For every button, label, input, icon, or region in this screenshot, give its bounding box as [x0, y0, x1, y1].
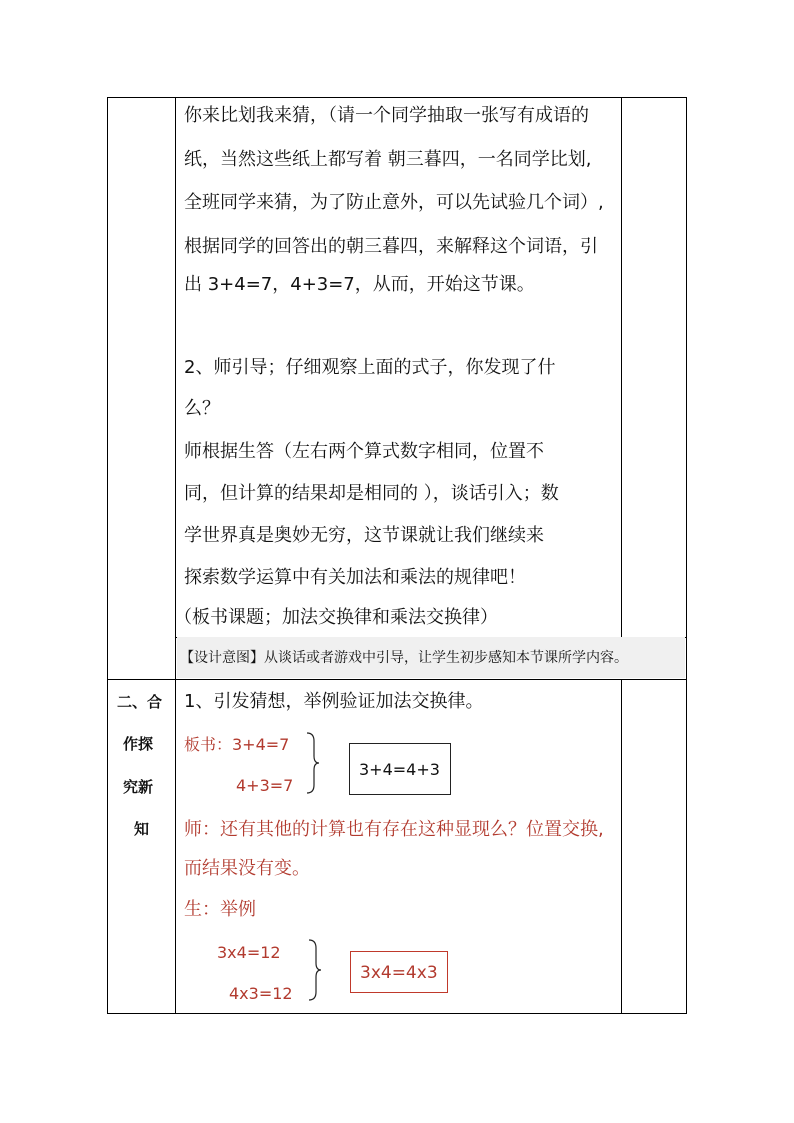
guide-line-4: 同，但计算的结果却是相同的 ），谈话引入；数	[184, 483, 559, 504]
guide-line-7: （板书课题；加法交换律和乘法交换律）	[174, 607, 498, 628]
table-border-right	[686, 97, 687, 1014]
guide-line-3: 师根据生答（左右两个算式数字相同，位置不	[184, 441, 544, 462]
student-line: 生：举例	[184, 899, 256, 920]
section2-label-line-1: 二、合	[117, 693, 163, 711]
intro-line-5: 出 3+4=7，4+3=7，从而，开始这节课。	[184, 274, 535, 295]
example-line-1: 3x4=12	[217, 943, 281, 962]
section2-label-line-3: 究新	[123, 778, 154, 796]
brace-icon-2	[307, 938, 323, 1002]
table-divider-row	[107, 679, 687, 680]
table-border-top	[107, 97, 687, 98]
section2-label-line-2: 作探	[123, 735, 154, 753]
section2-label-line-4: 知	[134, 820, 150, 838]
table-divider-col2b	[621, 679, 622, 1014]
step1-heading: 1、引发猜想，举例验证加法交换律。	[184, 691, 484, 712]
board-label: 板书：3+4=7	[184, 735, 290, 754]
formula-box-2-text: 3x4=4x3	[360, 963, 438, 983]
guide-line-5: 学世界真是奥妙无穷，这节课就让我们继续来	[184, 525, 544, 546]
table-border-bottom	[107, 1013, 687, 1014]
intro-line-3: 全班同学来猜，为了防止意外，可以先试验几个词）,	[184, 192, 604, 213]
intro-line-1: 你来比划我来猜，（请一个同学抽取一张写有成语的	[184, 105, 589, 126]
design-intent-text: 【设计意图】从谈话或者游戏中引导，让学生初步感知本节课所学内容。	[180, 650, 628, 666]
teacher-line-2: 而结果没有变。	[184, 858, 310, 879]
intro-line-4: 根据同学的回答出的朝三暮四，来解释这个词语，引	[184, 236, 598, 257]
guide-line-2: 么？	[184, 398, 220, 419]
guide-line-6: 探索数学运算中有关加法和乘法的规律吧！	[184, 567, 526, 588]
intro-line-2: 纸，当然这些纸上都写着 朝三暮四，一名同学比划,	[184, 149, 592, 170]
formula-box-1-text: 3+4=4+3	[359, 760, 440, 779]
table-divider-col2	[621, 97, 622, 637]
brace-icon	[305, 731, 321, 795]
board-line-2: 4+3=7	[236, 776, 294, 795]
table-divider-col1	[175, 97, 176, 1014]
teacher-line-1: 师：还有其他的计算也有存在这种显现么？位置交换,	[184, 819, 604, 840]
example-line-2: 4x3=12	[229, 984, 293, 1003]
guide-line-1: 2、师引导；仔细观察上面的式子，你发现了什	[184, 357, 556, 378]
table-border-left	[107, 97, 108, 1014]
